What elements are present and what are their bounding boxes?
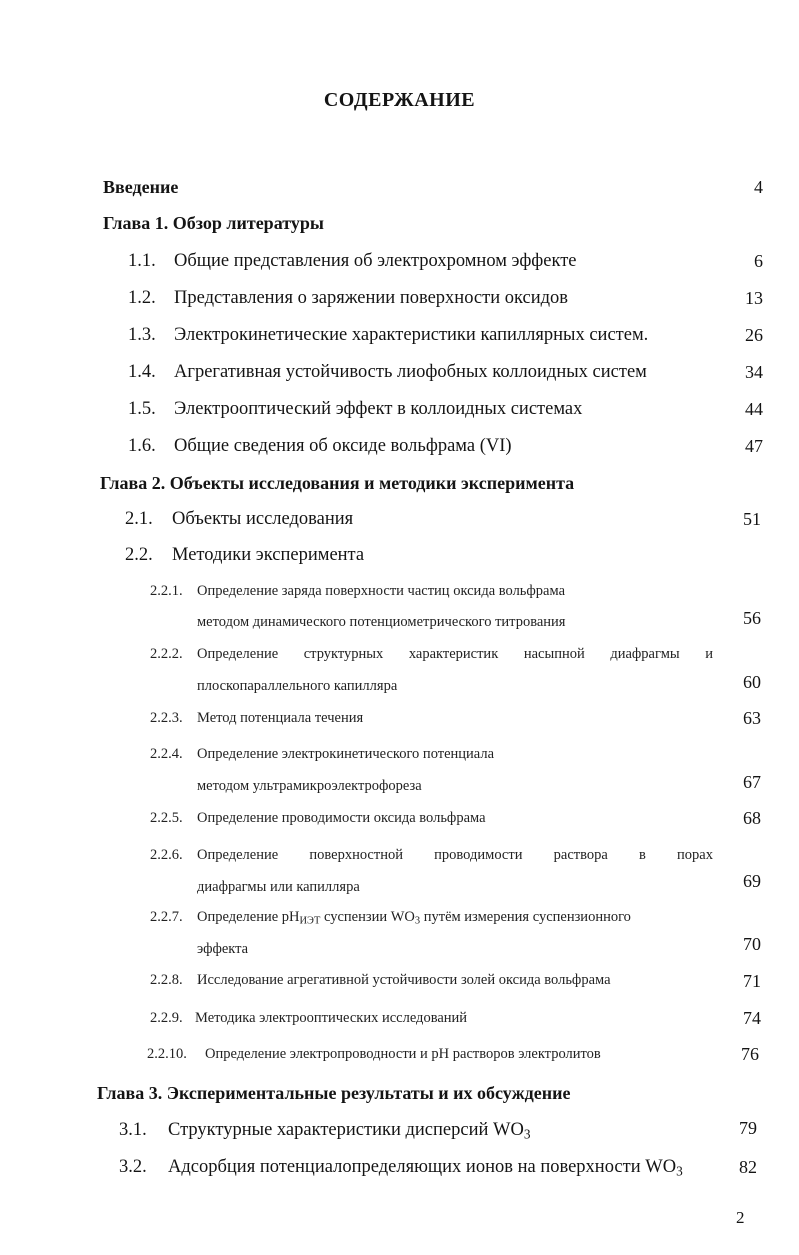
toc-subsection-2-2-2 — [150, 646, 713, 663]
toc-section-1-3-page: 26 — [745, 325, 763, 345]
toc-subsection-2-2-4-line2: методом ультрамикроэлектрофореза — [197, 778, 422, 794]
toc-subsection-2-2-4 — [150, 746, 494, 763]
toc-section-1-5 — [128, 399, 582, 420]
toc-subsection-2-2-9-page: 74 — [743, 1008, 761, 1028]
toc-section-3-1-page: 79 — [739, 1118, 757, 1138]
subsection-number: 2.2.8. — [150, 972, 183, 988]
subsection-number: 2.2.3. — [150, 710, 183, 726]
section-label: Адсорбция потенциалопределяющих ионов на поверхности WO — [168, 1157, 677, 1177]
subsection-line1 — [197, 847, 713, 864]
subsection-number: 2.2.2. — [150, 646, 183, 662]
toc-subsection-2-2-7-line2: эффекта — [197, 941, 249, 957]
subsection-number: 2.2.5. — [150, 810, 183, 826]
section-number: 1.5. — [128, 399, 156, 419]
word: насыпной — [523, 646, 585, 662]
section-number: 1.3. — [128, 325, 156, 345]
section-label: Структурные характеристики дисперсий WO — [168, 1120, 524, 1140]
toc-subsection-2-2-7-page: 70 — [743, 934, 761, 954]
subscript: 3 — [523, 1126, 531, 1142]
toc-section-3-2-page: 82 — [739, 1157, 757, 1177]
toc-section-1-1 — [128, 251, 577, 272]
subsection-number: 2.2.1. — [150, 583, 183, 599]
toc-section-3-1 — [119, 1120, 531, 1142]
subsection-text-post: путём измерения суспензионного — [420, 909, 631, 925]
subscript: 3 — [414, 915, 421, 927]
word: Определение — [197, 847, 279, 863]
subsection-line1: Определение заряда поверхности частиц оксида вольфрама — [197, 583, 566, 599]
word: характеристик — [408, 646, 499, 662]
word: раствора — [553, 847, 608, 863]
toc-section-1-2 — [128, 288, 568, 309]
subsection-number: 2.2.7. — [150, 909, 183, 925]
toc-section-2-2 — [125, 545, 364, 566]
word: в — [639, 847, 646, 863]
subsection-number: 2.2.9. — [150, 1010, 183, 1026]
subsection-line1: Определение проводимости оксида вольфрама — [197, 810, 486, 826]
section-label: Методики эксперимента — [172, 545, 365, 565]
section-number: 3.2. — [119, 1157, 147, 1177]
section-number: 1.6. — [128, 436, 156, 456]
toc-subsection-2-2-2-page: 60 — [743, 672, 761, 692]
section-label: Представления о заряжении поверхности оксидов — [174, 288, 569, 308]
toc-section-1-1-page: 6 — [754, 251, 763, 271]
toc-section-2-1-page: 51 — [743, 509, 761, 529]
subsection-line1: Исследование агрегативной устойчивости золей оксида вольфрама — [197, 972, 611, 988]
toc-subsection-2-2-8 — [150, 972, 611, 989]
subsection-number: 2.2.4. — [150, 746, 183, 762]
section-number: 2.1. — [125, 509, 153, 529]
section-number: 1.2. — [128, 288, 156, 308]
section-number: 1.4. — [128, 362, 156, 382]
toc-subsection-2-2-1-line2: методом динамического потенциометрического титрования — [197, 614, 566, 630]
toc-subsection-2-2-6-page: 69 — [743, 871, 761, 891]
section-label: Электрооптический эффект в коллоидных системах — [174, 399, 583, 419]
section-label: Общие сведения об оксиде вольфрама (VI) — [174, 436, 512, 456]
word: структурных — [303, 646, 384, 662]
section-label: Агрегативная устойчивость лиофобных коллоидных систем — [174, 362, 647, 382]
page-number: 2 — [736, 1208, 745, 1227]
subsection-line1: Определение электрокинетического потенциала — [197, 746, 495, 762]
toc-subsection-2-2-6 — [150, 847, 713, 864]
section-label: Электрокинетические характеристики капиллярных систем. — [174, 325, 649, 345]
toc-chapter-3-title: Глава 3. Экспериментальные результаты и их обсуждение — [97, 1083, 571, 1103]
toc-section-1-6 — [128, 436, 512, 457]
word: порах — [677, 847, 713, 863]
section-number: 3.1. — [119, 1120, 147, 1140]
section-number: 2.2. — [125, 545, 153, 565]
toc-intro-label: Введение — [103, 177, 179, 197]
word: поверхностной — [309, 847, 403, 863]
section-number: 1.1. — [128, 251, 156, 271]
section-label: Общие представления об электрохромном эффекте — [174, 251, 577, 271]
toc-subsection-2-2-10 — [147, 1046, 601, 1063]
word: и — [705, 646, 713, 662]
subsection-line1: Метод потенциала течения — [197, 710, 364, 726]
toc-subsection-2-2-4-page: 67 — [743, 772, 761, 792]
toc-section-3-2 — [119, 1157, 683, 1179]
toc-subsection-2-2-5 — [150, 810, 486, 827]
word: Определение — [197, 646, 279, 662]
toc-subsection-2-2-10-page: 76 — [741, 1044, 759, 1064]
toc-intro-page: 4 — [754, 177, 763, 197]
toc-subsection-2-2-9 — [150, 1010, 467, 1027]
toc-subsection-2-2-3 — [150, 710, 363, 727]
subsection-line1 — [197, 646, 713, 663]
toc-subsection-2-2-1-page: 56 — [743, 608, 761, 628]
toc-section-2-1 — [125, 509, 353, 530]
toc-section-1-6-page: 47 — [745, 436, 763, 456]
word: диафрагмы — [610, 646, 680, 662]
toc-subsection-2-2-1 — [150, 583, 565, 600]
toc-subsection-2-2-3-page: 63 — [743, 708, 761, 728]
subsection-line1: Определение электропроводности и рН растворов электролитов — [205, 1046, 601, 1062]
word: проводимости — [434, 847, 523, 863]
toc-section-1-3 — [128, 325, 648, 346]
toc-chapter-2-title: Глава 2. Объекты исследования и методики эксперимента — [100, 473, 575, 493]
page-title: СОДЕРЖАНИЕ — [323, 89, 476, 111]
subsection-text-mid: суспензии WO — [320, 909, 415, 925]
toc-section-1-2-page: 13 — [745, 288, 763, 308]
toc-subsection-2-2-8-page: 71 — [743, 971, 761, 991]
toc-section-1-5-page: 44 — [745, 399, 763, 419]
toc-subsection-2-2-2-line2: плоскопараллельного капилляра — [197, 678, 398, 694]
toc-subsection-2-2-7 — [150, 909, 631, 927]
subsection-number: 2.2.6. — [150, 847, 183, 863]
subsection-line1: Методика электрооптических исследований — [195, 1010, 468, 1026]
subsection-number: 2.2.10. — [147, 1046, 187, 1062]
subscript: 3 — [676, 1163, 683, 1179]
section-label: Объекты исследования — [172, 509, 354, 529]
toc-chapter-1-title: Глава 1. Обзор литературы — [103, 213, 324, 233]
toc-section-1-4-page: 34 — [745, 362, 763, 382]
subsection-text-pre: Определение рН — [197, 909, 300, 925]
toc-section-1-4 — [128, 362, 647, 383]
toc-subsection-2-2-6-line2: диафрагмы или капилляра — [197, 879, 360, 895]
subscript: ИЭТ — [299, 915, 321, 927]
toc-subsection-2-2-5-page: 68 — [743, 808, 761, 828]
